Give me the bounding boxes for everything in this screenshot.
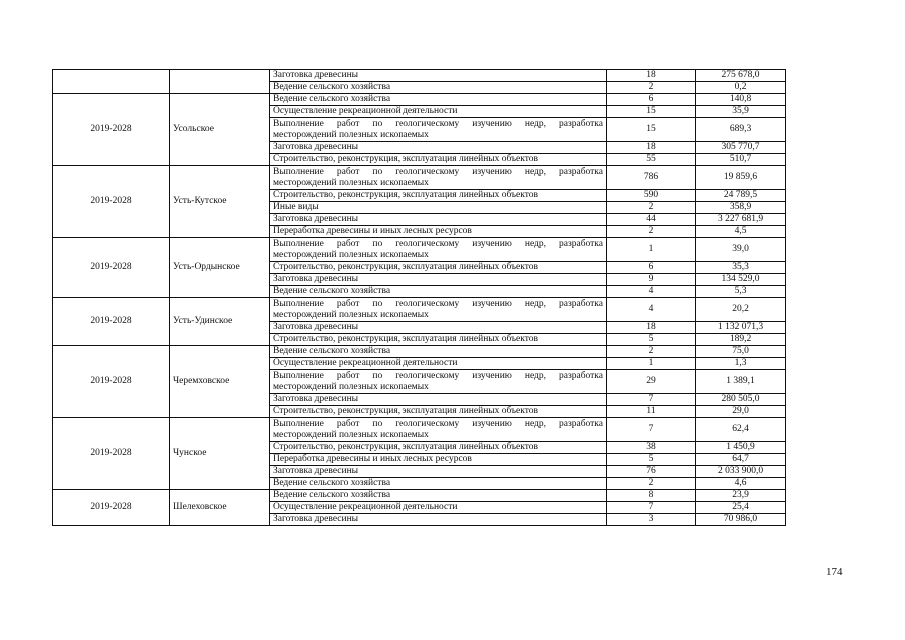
- table-row: [53, 346, 786, 358]
- count-cell: 8: [607, 490, 696, 502]
- district-cell: Чунское: [170, 418, 270, 490]
- district-cell: Усольское: [170, 94, 270, 166]
- table-row: [53, 238, 786, 262]
- count-cell: 4: [607, 286, 696, 298]
- period-cell: 2019-2028: [53, 346, 170, 418]
- activity-cell: Осуществление рекреационной деятельности: [270, 358, 607, 370]
- count-cell: 18: [607, 142, 696, 154]
- activity-cell: Заготовка древесины: [270, 514, 607, 526]
- table-body: [53, 70, 786, 526]
- table-row: [53, 166, 786, 190]
- activity-cell: Ведение сельского хозяйства: [270, 490, 607, 502]
- district-cell: Усть-Ордынское: [170, 238, 270, 298]
- activity-cell: Строительство, реконструкция, эксплуатация линейных объектов: [270, 262, 607, 274]
- page-number: 174: [826, 566, 843, 578]
- activity-cell: Заготовка древесины: [270, 142, 607, 154]
- period-cell: 2019-2028: [53, 298, 170, 346]
- period-cell: 2019-2028: [53, 238, 170, 298]
- table-row: [53, 490, 786, 502]
- count-cell: 11: [607, 406, 696, 418]
- count-cell: 2: [607, 478, 696, 490]
- value-cell: 64,7: [696, 454, 786, 466]
- activity-cell: Осуществление рекреационной деятельности: [270, 502, 607, 514]
- value-cell: 358,9: [696, 202, 786, 214]
- activity-cell: Выполнение работ по геологическому изучению недр, разработка месторождений полезных ископаемых: [270, 118, 607, 142]
- value-cell: 23,9: [696, 490, 786, 502]
- activity-cell: Заготовка древесины: [270, 322, 607, 334]
- district-cell: Шелеховское: [170, 490, 270, 526]
- activity-cell: Заготовка древесины: [270, 274, 607, 286]
- activity-cell: Строительство, реконструкция, эксплуатация линейных объектов: [270, 406, 607, 418]
- activity-cell: Выполнение работ по геологическому изучению недр, разработка месторождений полезных ископаемых: [270, 166, 607, 190]
- value-cell: 70 986,0: [696, 514, 786, 526]
- value-cell: 20,2: [696, 298, 786, 322]
- count-cell: 7: [607, 502, 696, 514]
- value-cell: 134 529,0: [696, 274, 786, 286]
- activity-cell: Выполнение работ по геологическому изучению недр, разработка месторождений полезных ископаемых: [270, 418, 607, 442]
- count-cell: 4: [607, 298, 696, 322]
- activity-cell: Переработка древесины и иных лесных ресурсов: [270, 454, 607, 466]
- count-cell: 5: [607, 334, 696, 346]
- activity-cell: Строительство, реконструкция, эксплуатация линейных объектов: [270, 442, 607, 454]
- value-cell: 62,4: [696, 418, 786, 442]
- count-cell: 15: [607, 118, 696, 142]
- value-cell: 39,0: [696, 238, 786, 262]
- table-row: [53, 94, 786, 106]
- count-cell: 18: [607, 70, 696, 82]
- value-cell: 0,2: [696, 82, 786, 94]
- count-cell: 786: [607, 166, 696, 190]
- value-cell: 2 033 900,0: [696, 466, 786, 478]
- activity-cell: Строительство, реконструкция, эксплуатация линейных объектов: [270, 190, 607, 202]
- activity-cell: Ведение сельского хозяйства: [270, 94, 607, 106]
- activity-cell: Выполнение работ по геологическому изучению недр, разработка месторождений полезных ископаемых: [270, 238, 607, 262]
- value-cell: 1,3: [696, 358, 786, 370]
- count-cell: 38: [607, 442, 696, 454]
- count-cell: 5: [607, 454, 696, 466]
- activity-cell: Заготовка древесины: [270, 394, 607, 406]
- count-cell: 29: [607, 370, 696, 394]
- count-cell: 76: [607, 466, 696, 478]
- count-cell: 2: [607, 226, 696, 238]
- count-cell: 6: [607, 262, 696, 274]
- activity-cell: Заготовка древесины: [270, 70, 607, 82]
- count-cell: 6: [607, 94, 696, 106]
- count-cell: 7: [607, 394, 696, 406]
- period-cell-empty: [53, 70, 170, 94]
- activity-cell: Заготовка древесины: [270, 466, 607, 478]
- activity-cell: Ведение сельского хозяйства: [270, 478, 607, 490]
- value-cell: 189,2: [696, 334, 786, 346]
- value-cell: 1 450,9: [696, 442, 786, 454]
- activity-cell: Переработка древесины и иных лесных ресурсов: [270, 226, 607, 238]
- district-cell-empty: [170, 70, 270, 94]
- count-cell: 55: [607, 154, 696, 166]
- value-cell: 25,4: [696, 502, 786, 514]
- activity-cell: Заготовка древесины: [270, 214, 607, 226]
- count-cell: 2: [607, 82, 696, 94]
- value-cell: 29,0: [696, 406, 786, 418]
- period-cell: 2019-2028: [53, 94, 170, 166]
- value-cell: 3 227 681,9: [696, 214, 786, 226]
- table-row: [53, 298, 786, 322]
- activity-cell: Ведение сельского хозяйства: [270, 346, 607, 358]
- count-cell: 590: [607, 190, 696, 202]
- activity-cell: Выполнение работ по геологическому изучению недр, разработка месторождений полезных ископаемых: [270, 298, 607, 322]
- value-cell: 35,9: [696, 106, 786, 118]
- activity-cell: Ведение сельского хозяйства: [270, 82, 607, 94]
- district-cell: Усть-Удинское: [170, 298, 270, 346]
- value-cell: 35,3: [696, 262, 786, 274]
- value-cell: 19 859,6: [696, 166, 786, 190]
- table-row: [53, 70, 786, 82]
- activity-cell: Строительство, реконструкция, эксплуатация линейных объектов: [270, 334, 607, 346]
- district-cell: Черемховское: [170, 346, 270, 418]
- count-cell: 7: [607, 418, 696, 442]
- table-row: [53, 418, 786, 442]
- period-cell: 2019-2028: [53, 418, 170, 490]
- activity-cell: Строительство, реконструкция, эксплуатация линейных объектов: [270, 154, 607, 166]
- activity-cell: Выполнение работ по геологическому изучению недр, разработка месторождений полезных ископаемых: [270, 370, 607, 394]
- activity-cell: Иные виды: [270, 202, 607, 214]
- count-cell: 1: [607, 358, 696, 370]
- value-cell: 275 678,0: [696, 70, 786, 82]
- value-cell: 1 389,1: [696, 370, 786, 394]
- district-cell: Усть-Кутское: [170, 166, 270, 238]
- count-cell: 9: [607, 274, 696, 286]
- value-cell: 4,6: [696, 478, 786, 490]
- count-cell: 15: [607, 106, 696, 118]
- value-cell: 24 789,5: [696, 190, 786, 202]
- value-cell: 4,5: [696, 226, 786, 238]
- count-cell: 2: [607, 202, 696, 214]
- count-cell: 3: [607, 514, 696, 526]
- activity-cell: Осуществление рекреационной деятельности: [270, 106, 607, 118]
- value-cell: 1 132 071,3: [696, 322, 786, 334]
- value-cell: 140,8: [696, 94, 786, 106]
- count-cell: 44: [607, 214, 696, 226]
- value-cell: 305 770,7: [696, 142, 786, 154]
- count-cell: 2: [607, 346, 696, 358]
- value-cell: 5,3: [696, 286, 786, 298]
- value-cell: 280 505,0: [696, 394, 786, 406]
- value-cell: 689,3: [696, 118, 786, 142]
- period-cell: 2019-2028: [53, 166, 170, 238]
- period-cell: 2019-2028: [53, 490, 170, 526]
- forest-use-table: [52, 69, 786, 526]
- value-cell: 510,7: [696, 154, 786, 166]
- count-cell: 18: [607, 322, 696, 334]
- value-cell: 75,0: [696, 346, 786, 358]
- count-cell: 1: [607, 238, 696, 262]
- activity-cell: Ведение сельского хозяйства: [270, 286, 607, 298]
